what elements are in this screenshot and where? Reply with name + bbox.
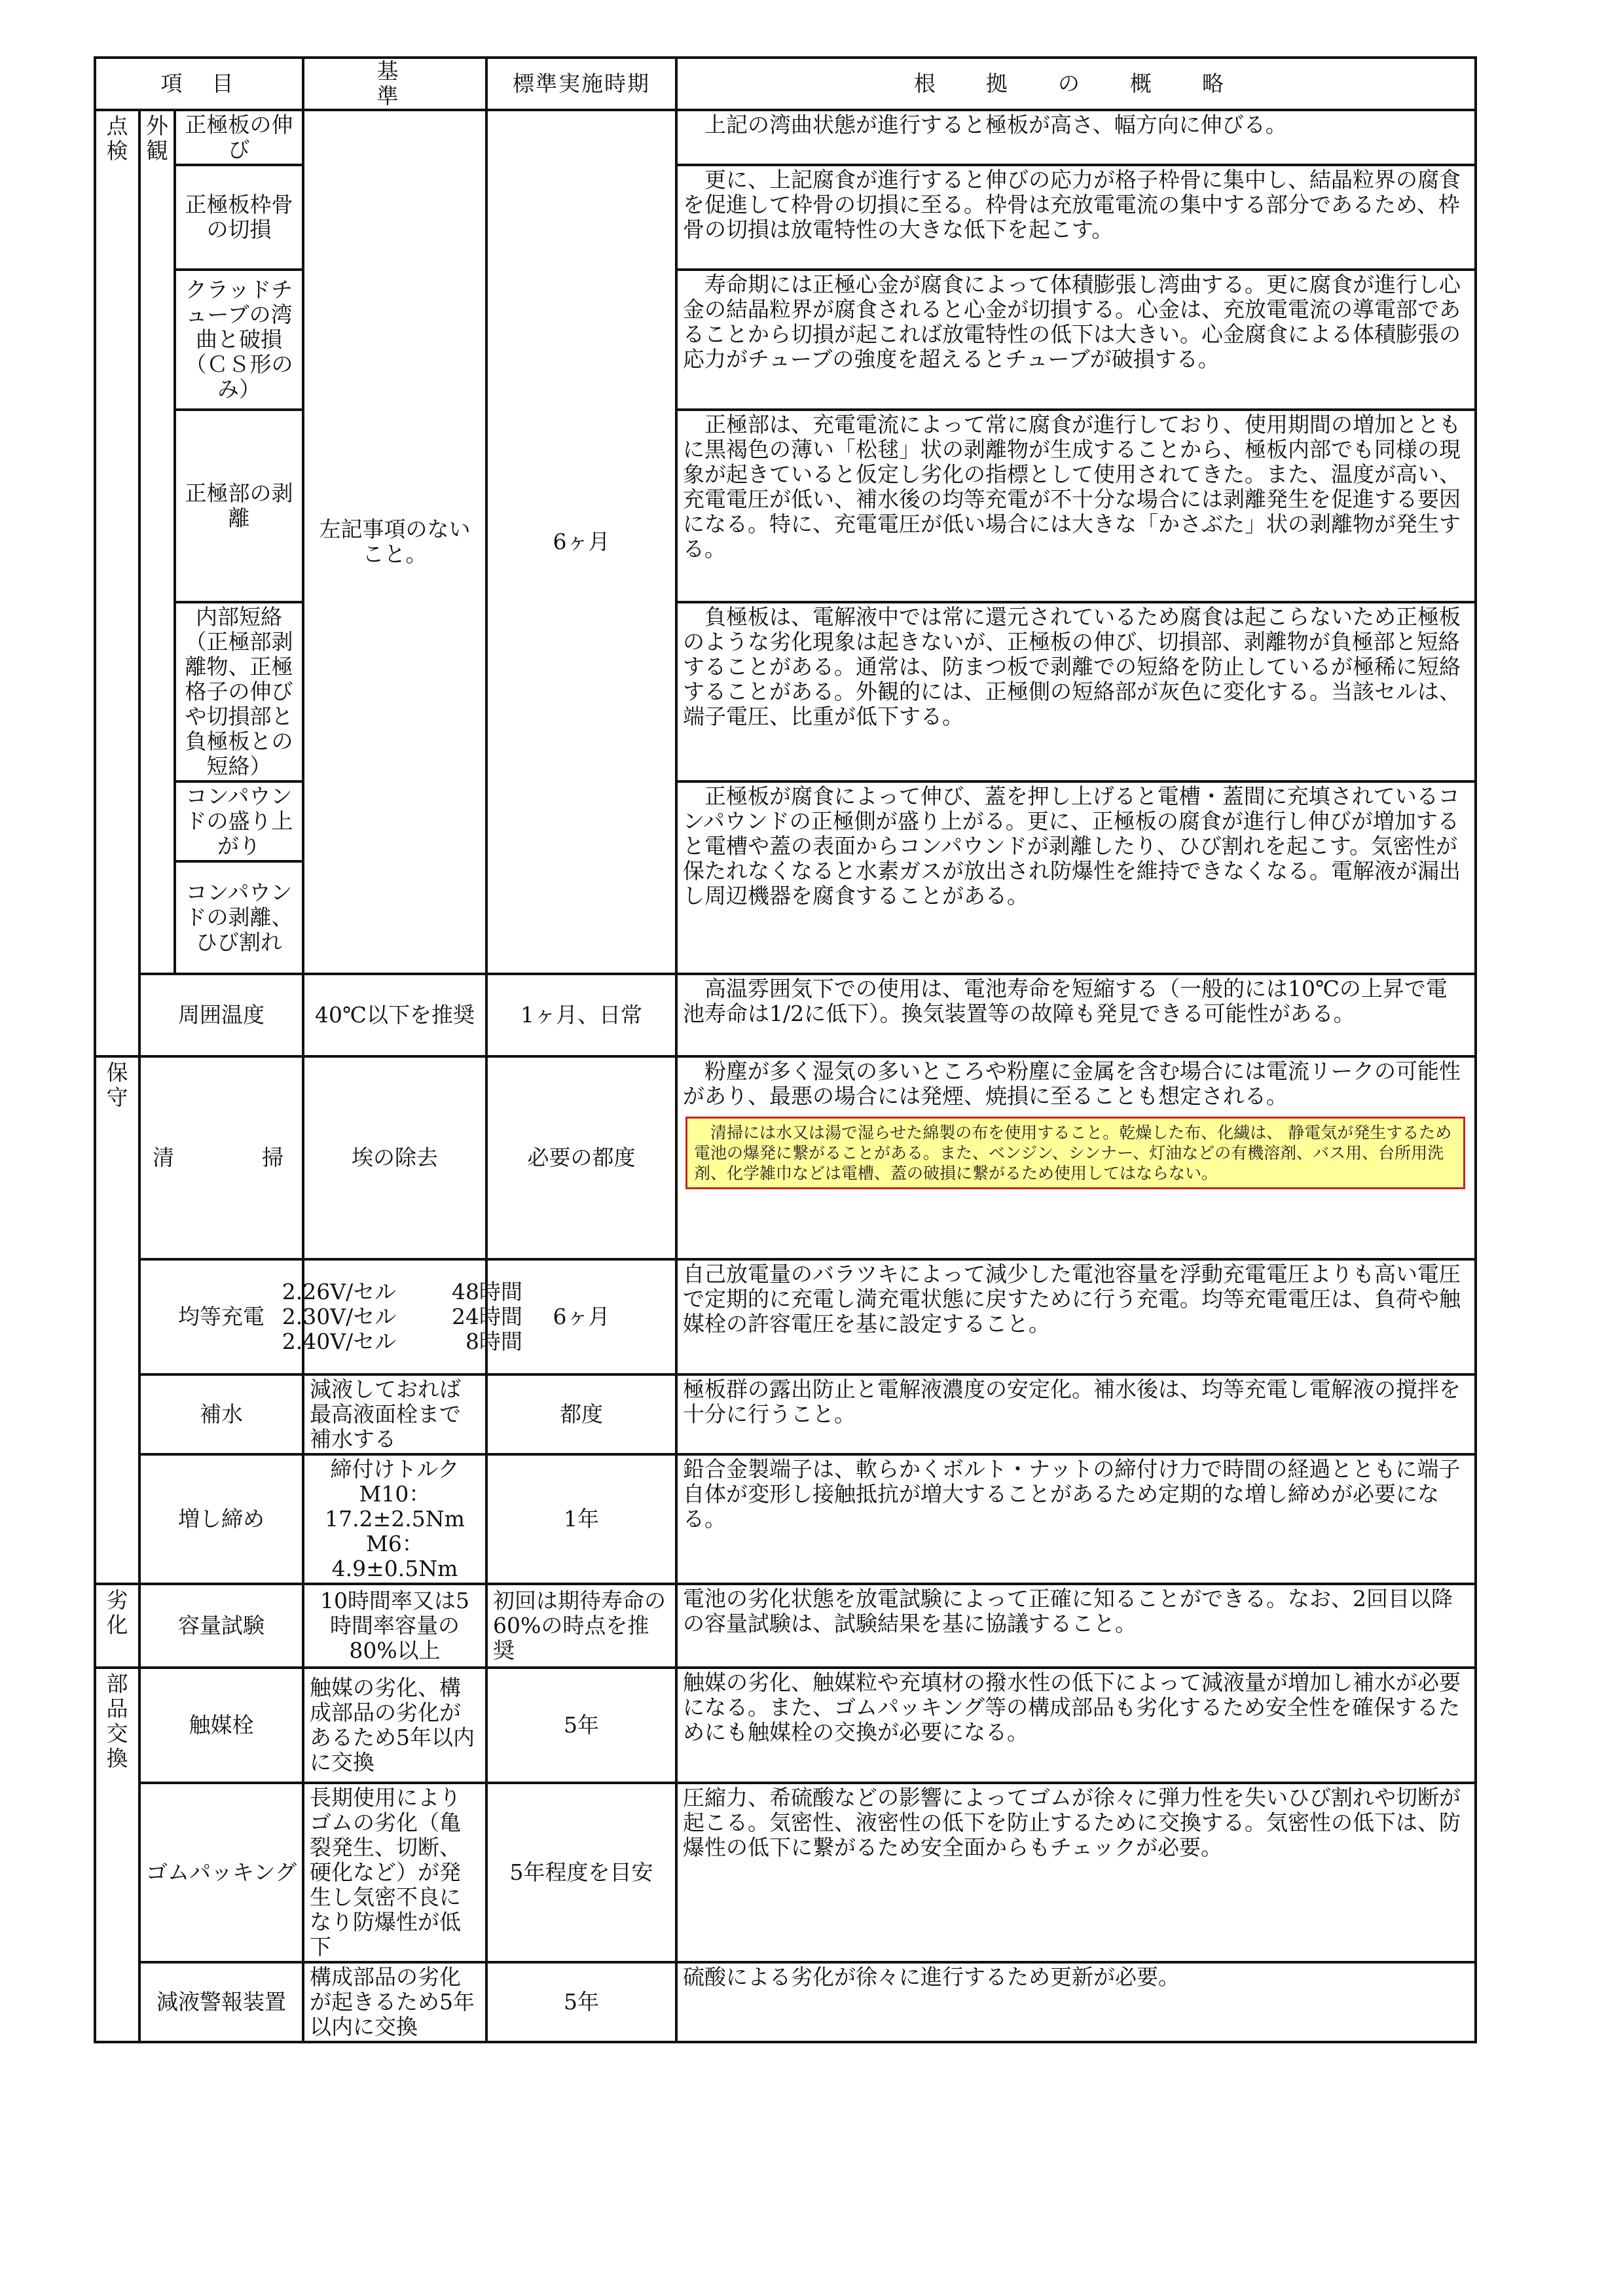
- table-header-row: [95, 58, 1476, 110]
- item-cell: コンパウンドの剥離、ひび割れ: [175, 861, 303, 974]
- table-row: [95, 1584, 1476, 1668]
- standard-cell: 2.26V/セル 48時間 2.30V/セル 24時間 2.40V/セル 8時間: [303, 1259, 486, 1374]
- standard-cell: 減液しておれば最高液面栓まで補水する: [303, 1374, 486, 1454]
- table-row: [95, 602, 1476, 781]
- maintenance-standard-table: [94, 56, 1477, 2043]
- table-row: [95, 1668, 1476, 1783]
- standard-cell: 長期使用によりゴムの劣化（亀裂発生、切断、硬化など）が発生し気密不良になり防爆性が低下: [303, 1783, 486, 1962]
- table-row: [95, 1374, 1476, 1454]
- period-cell: 1年: [486, 1454, 676, 1584]
- category-degradation: 劣 化: [95, 1584, 139, 1668]
- table-row: [95, 165, 1476, 270]
- reason-cell: 上記の湾曲状態が進行すると極板が高さ、幅方向に伸びる。: [676, 110, 1476, 165]
- category-inspection: 点 検: [95, 110, 139, 1056]
- reason-cell: 高温雰囲気下での使用は、電池寿命を短縮する（一般的には10℃の上昇で電池寿命は1/2に低下）。換気装置等の故障も発見できる可能性がある。: [676, 974, 1476, 1056]
- table-row: [95, 1056, 1476, 1259]
- standard-cell: 締付けトルク M10：17.2±2.5Nm M6：4.9±0.5Nm: [303, 1454, 486, 1584]
- item-cell: 正極部の剥離: [175, 410, 303, 602]
- item-cell: 増し締め: [139, 1454, 303, 1584]
- table-row: [95, 974, 1476, 1056]
- table-row: [95, 781, 1476, 861]
- item-cell: コンパウンドの盛り上がり: [175, 781, 303, 861]
- period-cell: 5年: [486, 1962, 676, 2042]
- header-item: 項 目: [95, 58, 303, 110]
- standard-cell: 触媒の劣化、構成部品の劣化があるため5年以内に交換: [303, 1668, 486, 1783]
- reason-cell: 正極板が腐食によって伸び、蓋を押し上げると電槽・蓋間に充填されているコンパウンドの正極側が盛り上がる。更に、正極板の腐食が進行し伸びが増加すると電槽や蓋の表面からコンパウンドが剥離したり、ひび割れを起こす。気密性が保たれなくなると水素ガスが放出され防爆性を維持できなくなる。電解液が漏出し周辺機器を腐食することがある。: [676, 781, 1476, 974]
- standard-cell: 10時間率又は5時間率容量の80%以上: [303, 1584, 486, 1668]
- table-row: [95, 1962, 1476, 2042]
- item-cell: 清 掃: [139, 1056, 303, 1259]
- period-cell: 5年: [486, 1668, 676, 1783]
- item-cell: 正極板枠骨の切損: [175, 165, 303, 270]
- reason-cell: 電池の劣化状態を放電試験によって正確に知ることができる。なお、2回目以降の容量試験は、試験結果を基に協議すること。: [676, 1584, 1476, 1668]
- header-period: 標準実施時期: [486, 58, 676, 110]
- item-cell: 触媒栓: [139, 1668, 303, 1783]
- period-cell: 初回は期待寿命の60%の時点を推奨: [486, 1584, 676, 1668]
- category-replacement: 部 品 交 換: [95, 1668, 139, 2042]
- table-row: [95, 110, 1476, 165]
- item-cell: 均等充電: [139, 1259, 303, 1374]
- item-cell: 内部短絡（正極部剥離物、正極格子の伸びや切損部と負極板との短絡）: [175, 602, 303, 781]
- caution-note: 清掃には水又は湯で湿らせた綿製の布を使用すること。乾燥した布、化繊は、 静電気が発生するため電池の爆発に繋がることがある。また、ベンジン、シンナー、灯油などの有機溶剤、バス用、台所用洗剤、化学雑巾などは電槽、蓋の破損に繋がるため使用してはならない。: [685, 1117, 1465, 1189]
- item-cell: 減液警報装置: [139, 1962, 303, 2042]
- reason-cell: 自己放電量のバラツキによって減少した電池容量を浮動充電電圧よりも高い電圧で定期的に充電し満充電状態に戻すために行う充電。均等充電電圧は、負荷や触媒栓の許容電圧を基に設定すること。: [676, 1259, 1476, 1374]
- period-cell: 6ヶ月: [486, 110, 676, 974]
- header-standard: 基 準: [303, 58, 486, 110]
- table-row: [95, 270, 1476, 410]
- reason-cell: 圧縮力、希硫酸などの影響によってゴムが徐々に弾力性を失いひび割れや切断が起こる。気密性、液密性の低下を防止するために交換する。気密性の低下は、防爆性の低下に繋がるため安全面からもチェックが必要。: [676, 1783, 1476, 1962]
- period-cell: 5年程度を目安: [486, 1783, 676, 1962]
- period-cell: 1ヶ月、日常: [486, 974, 676, 1056]
- subcategory-appearance: 外 観: [139, 110, 175, 974]
- reason-cell: 更に、上記腐食が進行すると伸びの応力が格子枠骨に集中し、結晶粒界の腐食を促進して枠骨の切損に至る。枠骨は充放電電流の集中する部分であるため、枠骨の切損は放電特性の大きな低下を起こす。: [676, 165, 1476, 270]
- reason-cell: 正極部は、充電電流によって常に腐食が進行しており、使用期間の増加とともに黒褐色の薄い「松毬」状の剥離物が生成することから、極板内部でも同様の現象が起きていると仮定し劣化の指標として使用されてきた。また、温度が高い、充電電圧が低い、補水後の均等充電が不十分な場合には剥離発生を促進する要因になる。特に、充電電圧が低い場合には大きな「かさぶた」状の剥離物が発生する。: [676, 410, 1476, 602]
- period-cell: 都度: [486, 1374, 676, 1454]
- table-row: [95, 410, 1476, 602]
- table-row: [95, 1259, 1476, 1374]
- reason-cell: 粉塵が多く湿気の多いところや粉塵に金属を含む場合には電流リークの可能性があり、最悪の場合には発煙、焼損に至ることも想定される。 清掃には水又は湯で湿らせた綿製の布を使用すること。乾燥した布、化繊は、 静電気が発生するため電池の爆発に繋がることがある。また、ベンジン、シンナー、灯油などの有機溶剤、バス用、台所用洗剤、化学雑巾などは電槽、蓋の破損に繋がるため使用してはならない。: [676, 1056, 1476, 1259]
- reason-cell: 極板群の露出防止と電解液濃度の安定化。補水後は、均等充電し電解液の撹拌を十分に行うこと。: [676, 1374, 1476, 1454]
- period-cell: 6ヶ月: [486, 1259, 676, 1374]
- item-cell: 周囲温度: [139, 974, 303, 1056]
- table-row: [95, 1454, 1476, 1584]
- reason-cell: 鉛合金製端子は、軟らかくボルト・ナットの締付け力で時間の経過とともに端子自体が変形し接触抵抗が増大することがあるため定期的な増し締めが必要になる。: [676, 1454, 1476, 1584]
- standard-cell: 40℃以下を推奨: [303, 974, 486, 1056]
- period-cell: 必要の都度: [486, 1056, 676, 1259]
- item-cell: クラッドチューブの湾曲と破損（ＣＳ形のみ）: [175, 270, 303, 410]
- header-reason: 根 拠 の 概 略: [676, 58, 1476, 110]
- item-cell: 容量試験: [139, 1584, 303, 1668]
- reason-cell: 硫酸による劣化が徐々に進行するため更新が必要。: [676, 1962, 1476, 2042]
- reason-cell: 寿命期には正極心金が腐食によって体積膨張し湾曲する。更に腐食が進行し心金の結晶粒界が腐食されると心金が切損する。心金は、充放電電流の導電部であることから切損が起これば放電特性の低下は大きい。心金腐食による体積膨張の応力がチューブの強度を超えるとチューブが破損する。: [676, 270, 1476, 410]
- standard-cell: 埃の除去: [303, 1056, 486, 1259]
- standard-cell: 構成部品の劣化が起きるため5年以内に交換: [303, 1962, 486, 2042]
- item-cell: ゴムパッキング: [139, 1783, 303, 1962]
- standard-cell: 左記事項のないこと。: [303, 110, 486, 974]
- category-maintenance: 保 守: [95, 1056, 139, 1584]
- reason-cell: 触媒の劣化、触媒粒や充填材の撥水性の低下によって減液量が増加し補水が必要になる。また、ゴムパッキング等の構成部品も劣化するため安全性を確保するためにも触媒栓の交換が必要になる。: [676, 1668, 1476, 1783]
- item-cell: 補水: [139, 1374, 303, 1454]
- table-row: [95, 1783, 1476, 1962]
- reason-cell: 負極板は、電解液中では常に還元されているため腐食は起こらないため正極板のような劣化現象は起きないが、正極板の伸び、切損部、剥離物が負極部と短絡することがある。通常は、防まつ板で剥離での短絡を防止しているが極稀に短絡することがある。外観的には、正極側の短絡部が灰色に変化する。当該セルは、端子電圧、比重が低下する。: [676, 602, 1476, 781]
- item-cell: 正極板の伸び: [175, 110, 303, 165]
